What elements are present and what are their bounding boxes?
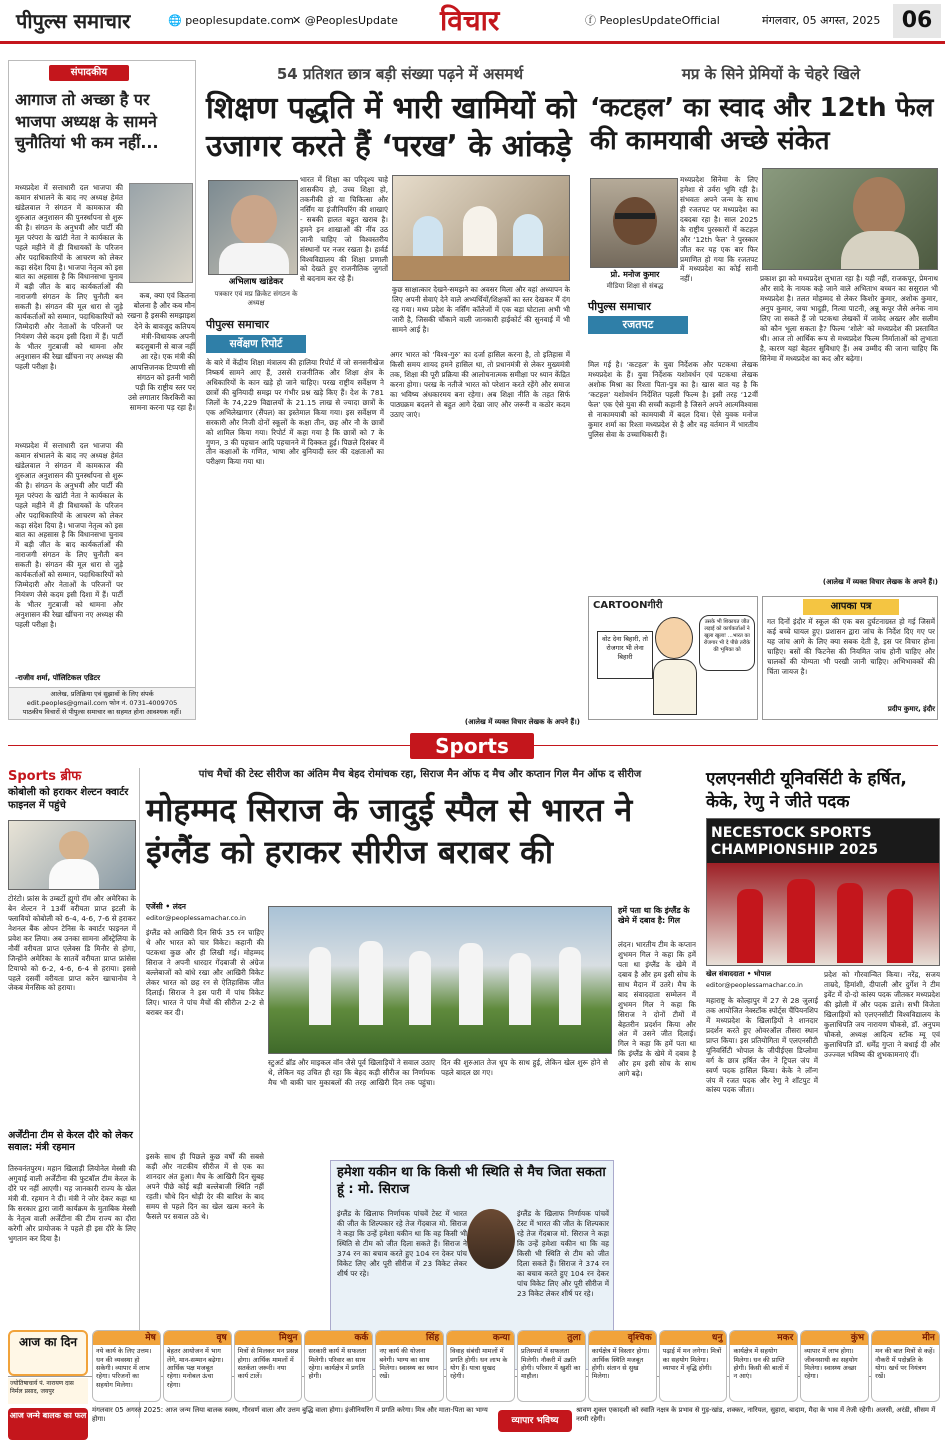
sports-section-label: Sports: [410, 733, 534, 759]
siraj-portrait: [467, 1209, 515, 1269]
zodiac-sign-name: कुंभ: [801, 1331, 868, 1345]
contact-email[interactable]: edit.peoples@gmail.com फोन नं. 0731-4009705: [26, 698, 178, 707]
player-shirt: [49, 859, 99, 890]
zodiac-card[interactable]: [800, 1330, 869, 1402]
editorial-section: [8, 60, 196, 720]
article1-author-name: अभिलाष खांडेकर: [228, 277, 284, 287]
sports-main-body: इंग्लैंड को आखिरी दिन सिर्फ 35 रन चाहिए थे और भारत को चार विकेट। कहानी की पटकथा कुछ और ही लिखी गई। मोहम्मद सिराज ने अपनी धारदार गेंदबाजी से अंग्रेज बल्लेबाजों को बांधे रखा और आखिरी विकेट लेकर भारत को छह रन से ऐतिहासिक जीत दिलाई। सिराज ने इस पारी में पांच विकेट लिए। भारत ने पांच मैचों की सीरीज 2-2 से बराबर कर दी।: [146, 928, 264, 1017]
globe-icon: 🌐: [168, 14, 186, 27]
masthead: [0, 0, 945, 44]
cartoon-face: [655, 617, 693, 659]
article1-footnote: (आलेख में व्यक्त विचार लेखक के अपने हैं।): [464, 718, 580, 726]
zodiac-prediction: कार्यक्षेत्र में विस्तार होगा। आर्थिक स्थिति मजबूत होगी। संतान से सुख मिलेगा।: [591, 1347, 650, 1381]
sports-brief2-body: तिरुवनंतपुरम। महान खिलाड़ी लियोनेल मेस्सी की अगुवाई वाली अर्जेंटीना की फुटबॉल टीम केरल के दौरे पर नहीं आएगी। यह जानकारी राज्य के खेल मंत्री वी. रहमान ने दी। मंत्री ने जोर देकर कहा था कि सरकार द्वारा जारी कार्यक्रम के मुताबिक मेस्सी के नेतृत्व वाली अर्जेंटीना की टीम राज्य का दौरा करेगी और प्रायोजक ने पहले ही इस दौरे के लिए भुगतान कर दिया है।: [8, 1164, 136, 1243]
article1-author-desc: पत्रकार एवं मप्र क्रिकेट संगठन के अध्यक्ष: [214, 290, 298, 308]
zodiac-prediction: पढ़ाई में मन लगेगा। मित्रों का सहयोग मिलेगा। व्यापार में वृद्धि होगी।: [662, 1347, 722, 1373]
article1-col1: भारत में शिक्षा का परिदृश्य चाहे शासकीय हो, उच्च शिक्षा हो, तकनीकी हो या चिकित्सा और नर्सिंग या इंजीनियरिंग की शाखाएं - सबकी हालत बहुत खराब है। हमने इन शाखाओं की नींव उठ जानी चाहिए जो विश्वस्तरीय संस्थानों पर नजर रखता है। हार्वर्ड विश्वविद्यालय की शिक्षा प्रणाली को देखते हुए राजनीतिक जुगतों से बदनाम कर रहे हैं।: [300, 175, 388, 284]
sports-main-body-3: इसके साथ ही पिछले कुछ वर्षों की सबसे कड़ी और नाटकीय सीरीज में से एक का शानदार अंत हुआ। मैच के आखिरी दिन सुबह अपने पीछे कोई बड़ी बल्लेबाजी स्थिति नहीं रहती। चौथे दिन थोड़ी देर की बारिश के बाद समय से पहले दिन का खेल खत्म करने के फैसले पर सवाल उठे थे।: [146, 1152, 264, 1221]
article2-author-photo: [590, 178, 678, 268]
tennis-player-photo: [8, 820, 136, 890]
siraj-quote: हमेशा यकीन था कि किसी भी स्थिति से मैच जिता सकता हूं : मो. सिराज: [337, 1165, 606, 1197]
zodiac-prediction: मित्रों से मिलकर मन प्रसन्न होगा। आर्थिक मामलों में सतर्कता जरूरी। नया कार्य टालें।: [237, 1347, 299, 1381]
letters-box: [762, 596, 938, 720]
player-figure: [459, 943, 483, 1025]
letters-title: आपका पत्र: [803, 599, 899, 615]
sports-main-email[interactable]: editor@peoplessamachar.co.in: [146, 914, 246, 922]
player-figure: [509, 953, 531, 1025]
zodiac-card[interactable]: [234, 1330, 303, 1402]
cartoon-placard: वोट देना बिहारी, तो रोजगार भी लेना बिहारी: [597, 631, 653, 679]
university-body: महाराष्ट्र के कोल्हापुर में 27 से 28 जुलाई तक आयोजित नेक्स्टॉक स्पोर्ट्स चैंपियनशिप में मध्यप्रदेश के खिलाड़ियों ने शानदार प्रदर्शन करते हुए ओवरऑल तीसरा स्थान प्राप्त किया। इस प्रतियोगिता में एलएनसीटी यूनिवर्सिटी भोपाल के जीपीईएस डिप्लोमा वर्ग के छात्र हर्षित जैन ने ट्रिपल जंप में स्वर्ण पदक हासिल किया। केके ने लॉन्ग जंप में रजत पदक और रेणु ने शॉटपुट में कांस्य पदक जीता।: [706, 996, 818, 1095]
zodiac-sign-name: कन्या: [447, 1331, 514, 1345]
zodiac-prediction: विवाह संबंधी मामलों में प्रगति होगी। धन लाभ के योग हैं। यात्रा सुखद रहेगी।: [450, 1347, 508, 1381]
article1-right-body: अगर भारत को ‘विश्व-गुरु’ का दर्जा हासिल करना है, तो इतिहास में किसी समय शायद हमने हासिल था, तो प्रधानमंत्री से लेकर मुख्यमंत्री तक, शिक्षा की पूरी प्रक्रिया की आलोचनात्मक समीक्षा पर ध्यान केंद्रित करना होगा। परख के नतीजे भारत को परेशान करते रहेंगे और समाज का भविष्य अंधकारमय बना रहेगा। अब शिक्षा नीति के तहत सिर्फ पाठ्यक्रम बदलने से बहुत आगे देखा जाए और जरूरी व कठोर कदम उठाए जाएं।: [390, 350, 570, 419]
sports-brief2-headline[interactable]: अर्जेंटीना टीम से केरल दौरे को लेकर सवाल: मंत्री रहमान: [8, 1130, 133, 1154]
zodiac-card[interactable]: [871, 1330, 940, 1402]
letters-author: प्रदीप कुमार, इंदौर: [887, 705, 935, 713]
siraj-quote-body: इंग्लैंड के खिलाफ निर्णायक पांचवें टेस्ट में भारत की जीत के शिल्पकार रहे तेज गेंदबाज मो. सिराज ने कहा कि उन्हें हमेशा यकीन था कि वह किसी भी स्थिति से टीम को जीत दिला सकते हैं। सिराज ने 374 रन का बचाव करते हुए 104 रन देकर पांच विकेट लिए और पूरी सीरीज में 23 विकेट लेकर शीर्ष पर रहे।: [337, 1209, 467, 1278]
article2-footnote: (आलेख में व्यक्त विचार लेखक के अपने हैं।): [822, 578, 938, 586]
author-face: [231, 195, 277, 245]
player-figure: [309, 947, 331, 1025]
editorial-footer: [9, 687, 195, 719]
cartoon-box: [588, 596, 758, 720]
zodiac-sign-name: वृष: [164, 1331, 231, 1345]
article1-main-body: के बारे में केंद्रीय शिक्षा मंत्रालय की हालिया रिपोर्ट में जो सनसनीखेज निष्कर्ष सामने आए हैं, उससे राजनीतिक और शिक्षा क्षेत्र के अधिकारियों के कान खड़े हो जाने चाहिए। परख राष्ट्रीय सर्वेक्षण ने छात्रों की बुनियादी समझ पर गंभीर प्रश्न खड़े किए हैं। देश के 781 जिलों के 74,229 विद्यालयों के 21.15 लाख से ज्यादा छात्रों के एक अभिलेखागार (सैंपल) का इस्तेमाल किया गया। इस सर्वेक्षण में सरकारी और निजी दोनों स्कूलों के कक्षा तीन, छह और नौ के छात्रों को शामिल किया गया। रिपोर्ट में कहा गया है कि छात्रों को 7 के गुणन, 3 की पहचान आदि पहचानने में दिक्कत हुई। पिछले दिसंबर में तीन कक्षाओं के गणित, भाषा और बुनियादी स्तर की दक्षताओं का परीक्षण किया गया था।: [206, 358, 384, 467]
player-figure: [559, 947, 581, 1025]
article2-headline[interactable]: ‘कटहल’ का स्वाद और 12th फेल की कामयाबी अच्छे संकेत: [590, 93, 934, 156]
article1-badge: सर्वेक्षण रिपोर्ट: [206, 335, 306, 353]
zodiac-card[interactable]: [517, 1330, 586, 1402]
zodiac-prediction: नए कार्य की योजना बनेगी। भाग्य का साथ मिलेगा। स्वास्थ्य का ध्यान रखें।: [379, 1347, 438, 1381]
sports-brief-column: [8, 768, 140, 1418]
glasses: [615, 213, 655, 219]
author-face: [613, 197, 657, 245]
zodiac-card[interactable]: [588, 1330, 657, 1402]
birthday-label: आज जन्मे बालक का फल: [8, 1408, 88, 1440]
article1-badge-logo: पीपुल्स समाचार: [206, 318, 269, 331]
student-figure: [513, 214, 543, 256]
today-label: आज का दिन: [19, 1335, 77, 1349]
editorial-byline: -राजीव शर्मा, पॉलिटिकल एडिटर: [15, 673, 101, 682]
website-link[interactable]: 🌐 peoplesupdate.com: [168, 14, 294, 27]
zodiac-sign-name: सिंह: [376, 1331, 443, 1345]
cartoon-title: CARTOONगीरी: [593, 600, 663, 611]
birthday-text: मंगलवार 05 अगस्त 2025: आज जन्म लिया बालक स्वस्थ, गौरवर्ण वाला और उत्तम बुद्धि वाला होगा। इंजीनियरिंग में प्रगति करेगा। मित्र और माता-पिता का भाग्य होगा।: [92, 1406, 488, 1424]
zodiac-row: [92, 1330, 940, 1402]
actor-shirt: [841, 231, 919, 270]
author-shirt: [219, 243, 289, 275]
gill-heading[interactable]: हमें पता था कि इंग्लैंड के खेमे में दबाव है: गिल: [618, 906, 690, 926]
article2-col1: मध्यप्रदेश सिनेमा के लिए हमेशा से उर्वरा भूमि रही है। संभवतः अपने जन्म के साथ ही रजतपट पर मध्यप्रदेश का दबदबा रहा है। साल 2025 के राष्ट्रीय पुरस्कारों में कटहल और ‘12th फेल’ ने पुरस्कार जीत कर यह एक बार फिर प्रमाणित हो गया कि रजतपट में मध्यप्रदेश का कोई सानी नहीं।: [680, 175, 758, 284]
zodiac-prediction: बेहतर आयोजन में भाग लेंगे, मान-सम्मान बढ़ेगा। आर्थिक पक्ष मजबूत रहेगा। मनोबल ऊंचा रहेगा।: [166, 1347, 224, 1389]
zodiac-card[interactable]: [659, 1330, 728, 1402]
zodiac-card[interactable]: [729, 1330, 798, 1402]
athlete-figure: [787, 879, 815, 963]
zodiac-card[interactable]: [304, 1330, 373, 1402]
letters-body: गत दिनों इंदौर में स्कूल की एक बस दुर्घटनाग्रस्त हो गई जिसमें कई बच्चे घायल हुए। प्रशासन द्वारा जांच के निर्देश दिए गए पर यह जांच आगे के लिए क्या सबक देती है, इस पर विचार होना चाहिए। बसों की फिटनेस की नियमित जांच होनी चाहिए और चालकों की योग्यता भी परखी जानी चाहिए। अभिभावकों की चिंता जायज है।: [767, 617, 935, 676]
university-headline[interactable]: एलएनसीटी यूनिवर्सिटी के हर्षित, केके, रेणु ने जीते पदक: [706, 769, 907, 812]
astrologer-note: ज्योतिषाचार्य पं. नारायण दास निर्मल प्रसाद, जयपुर: [8, 1378, 88, 1404]
zodiac-prediction: नये कार्य के लिए उत्तम। धन की व्यवस्था हो सकेगी। व्यापार में लाभ रहेगा। परिजनों का सहयोग मिलेगा।: [96, 1347, 152, 1389]
zodiac-prediction: सरकारी कार्य में सफलता मिलेगी। परिवार का साथ रहेगा। कार्यक्षेत्र में प्रगति होगी।: [308, 1347, 367, 1381]
twitter-icon: ✕: [292, 14, 305, 27]
sports-main-body-2: स्टुअर्ट ब्रॉड और माइकल वॉन जैसे पूर्व खिलाड़ियों ने सवाल उठाए थे, लेकिन यह उचित ही रहा कि बेहद कड़ी सीरीज का निर्णायक मैच भी बाकी चार मुकाबलों की तरह आखिरी दिन तक पहुंचा। दिन की शुरुआत तेज धूप के साथ हुई, लेकिन खेल शुरू होने से पहले बादल छा गए।: [268, 1058, 608, 1087]
editorial-headline: आगाज तो अच्छा है पर भाजपा अध्यक्ष के सामने चुनौतियां भी कम नहीं...: [15, 90, 159, 153]
sports-brief-headline[interactable]: कोबोली को हराकर शेल्टन क्वार्टर फाइनल में पहुंचे: [8, 787, 129, 811]
sports-main-kicker: पांच मैचों की टेस्ट सीरीज का अंतिम मैच बेहद रोमांचक रहा, सिराज मैन ऑफ द मैच और कप्तान गिल मैन ऑफ द सीरीज: [198, 769, 642, 780]
zodiac-prediction: मन की बात मित्रों से कहें। नौकरी में पदोन्नति के योग। खर्च पर नियंत्रण रखें।: [875, 1347, 935, 1381]
sports-brief-body: टोरंटो। फ्रांस के उम्बर्टो ह्यूगो रॉम और अमेरिका के बेन शेल्टन ने 13वीं वरीयता प्राप्त इटली के फ्लावियो कोबोली को 6-4, 4-6, 7-6 से हराकर नेशनल बैंक ओपन टेनिस के क्वार्टर फाइनल में प्रवेश कर लिया। अब उनका सामना ऑस्ट्रेलिया के नौवीं वरीयता प्राप्त एलेक्स डि मिनौर से होगा, जिन्होंने अमेरिका के सातवें वरीयता प्राप्त फ्रांसेस टियाफो को 6-2, 4-6, 6-4 से हराया। इससे पहले दसवीं वरीयता प्राप्त करेन खाचानोव ने जेकब मेनसिक को हराया।: [8, 894, 136, 993]
team-celebration-photo: [268, 906, 612, 1054]
zodiac-sign-name: मकर: [730, 1331, 797, 1345]
page-number: 06: [893, 4, 941, 38]
article2-author-desc: मीडिया शिक्षा से संबद्ध: [606, 282, 664, 290]
editorial-sidebar: कब, क्या एवं कितना बोलना है और कब मौन रखना है इसकी समझाइश देने के बावजूद कतिपय मंत्री-विधायक अपनी बदजुबानी से बाज नहीं आ रहे। एक मंत्री की आपत्तिजनक टिप्पणी सी संगठन को इतनी भारी पड़ी कि राष्ट्रीय स्तर पर उसे लगातार किरकिरी का सामना करना पड़ रहा है।: [127, 291, 195, 413]
article1-kicker: 54 प्रतिशत छात्र बड़ी संख्या पढ़ने में असमर्थ: [276, 65, 524, 83]
gill-body: लंदन। भारतीय टीम के कप्तान शुभमन गिल ने कहा कि हमें पता था इंग्लैंड के खेमे में दबाव है और हम इसी सोच के साथ मैदान में उतरे। मैच के बाद संवाददाता सम्मेलन में शुभमन गिल ने कहा कि सिराज ने दोनों टीमों में बेहतरीन प्रदर्शन किया और अंत में उसने जीत दिलाई। गिल ने कहा कि हमें पता था कि इंग्लैंड के खेमे में दबाव है और हम इसी सोच के साथ आगे बढ़े।: [618, 940, 696, 1079]
cartoon-body: [653, 659, 697, 715]
player-head: [59, 831, 89, 861]
sports-main-agency: एजेंसी • लंदन: [146, 902, 186, 911]
zodiac-sign-name: मेष: [93, 1331, 160, 1345]
facebook-icon: ⓕ: [585, 14, 600, 27]
newspaper-logo: पीपुल्स समाचार: [16, 9, 131, 33]
film-still-photo: [762, 168, 938, 270]
athlete-figure: [837, 883, 863, 963]
zodiac-card[interactable]: [375, 1330, 444, 1402]
actor-face: [853, 177, 905, 237]
university-dateline: खेल संवाददाता • भोपाल: [706, 970, 772, 978]
university-medal-photo: [706, 818, 940, 966]
business-text: श्रावण शुक्ल एकादशी को स्वाति नक्षत्र के प्रभाव से गुड़-खांड, शक्कर, नारियल, सुहारा, बादाम, मैदा के भाव में तेजी रहेगी। अलसी, अरंडी, सीसम में नरमी रहेगी।: [576, 1406, 936, 1424]
editorial-body-continued: मध्यप्रदेश में सत्ताधारी दल भाजपा की कमान संभालने के बाद नए अध्यक्ष हेमंत खंडेलवाल ने संगठन में कामकाज की शुरुआत अनुशासन की पुनर्स्थापना से शुरू की है। संगठन के अनुभवी और पार्टी की मूल परंपरा के खांटी नेता ने कार्यकाल के पहले महीने में ही विधायकों के परिजन और पदाधिकारियों के आचरण को लेकर कड़ा संदेश दिया है। भाजपा नेतृत्व को इस बात का अहसास है कि विधानसभा चुनाव में बड़ी जीत के बाद कार्यकर्ताओं की नाराजगी संगठन के लिए चुनौती बन सकती है। संगठन की मूल धारा से जुड़े कार्यकर्ताओं को सम्मान, पदाधिकारियों को जिम्मेदारी और नेताओं के परिजनों पर नियंत्रण जैसे कदम इसी दिशा में हैं। पार्टी के भीतर गुटबाजी को थामना और अनुशासन की रेखा खींचना नए अध्यक्ष की पहली परीक्षा है।: [15, 441, 123, 629]
zodiac-prediction: प्रतिस्पर्धा में सफलता मिलेगी। नौकरी में उन्नति होगी। परिवार में खुशी का माहौल।: [520, 1347, 581, 1381]
zodiac-sign-name: तुला: [518, 1331, 585, 1345]
zodiac-card[interactable]: [92, 1330, 161, 1402]
player-figure: [409, 951, 431, 1025]
player-figure: [359, 941, 383, 1025]
facebook-handle[interactable]: ⓕ PeoplesUpdateOfficial: [585, 14, 720, 27]
article2-kicker: मप्र के सिने प्रेमियों के चेहरे खिले: [681, 65, 861, 83]
zodiac-card[interactable]: [163, 1330, 232, 1402]
student-figure: [463, 206, 497, 256]
today-box: [8, 1330, 88, 1376]
section-title: विचार: [440, 4, 500, 37]
issue-date: मंगलवार, 05 अगस्त, 2025: [762, 14, 881, 27]
article1-author-photo: [208, 180, 298, 275]
editorial-tag: संपादकीय: [49, 65, 129, 81]
university-body-2: प्रदेश को गौरवान्वित किया। नरेंद्र, सजय ताम्रदे, हिमांशी, दीपाली और दुर्गेश ने टीम इवेंट में दो-दो कांस्य पदक जीतकर मध्यप्रदेश की झोली में और पदक डाले। सभी विजेता खिलाड़ियों को एलएनसीटी विश्वविद्यालय के कुलाधिपति जय नारायण चौकसे, डॉ. अनुपम चौकसे, अध्यक्ष आदित्य स्टॉक म्यू एवं कुलाधिपति डॉ. धर्मेंद्र गुप्ता ने बधाई दी और उज्ज्वल भविष्य की शुभकामनाएं दीं।: [824, 970, 940, 1059]
zodiac-sign-name: कर्क: [305, 1331, 372, 1345]
student-figure: [413, 216, 443, 256]
classroom-photo: [392, 175, 570, 281]
business-label: व्यापार भविष्य: [498, 1410, 572, 1432]
zodiac-prediction: कार्यक्षेत्र में सहयोग मिलेगा। धन की प्राप्ति होगी। किसी की बातों में न आएं।: [733, 1347, 789, 1381]
article1-col2: कुछ साक्षात्कार देखने-समझने का अवसर मिला और वहां अध्यापन के लिए अपनी सेवाएं देने वाले अभ्यर्थियों/शिक्षकों का स्तर देखकर मैं दंग रह गया। मध्य प्रदेश के नर्सिंग कॉलेजों में एक बड़ा घोटाला अभी भी जारी है, जिसकी चौंकाने वाली जानकारी हाईकोर्ट की सुनवाई में भी सामने आई है।: [392, 285, 570, 334]
zodiac-prediction: व्यापार में लाभ होगा। जीवनसाथी का सहयोग मिलेगा। स्वास्थ्य अच्छा रहेगा।: [804, 1347, 858, 1381]
cartoon-speech-bubble: उसके भी शिकायत जीत लड़ाई को कार्यकर्ताओं ने खुला खुला! ...भारत का रोजगार भी दे पीछे तरीके की भूमिका को: [699, 615, 755, 671]
article2-author-name: प्रो. मनोज कुमार: [610, 270, 660, 279]
athlete-figure: [737, 889, 763, 963]
editorial-body: मध्यप्रदेश में सत्ताधारी दल भाजपा की कमान संभालने के बाद नए अध्यक्ष हेमंत खंडेलवाल ने संगठन में कामकाज की शुरुआत अनुशासन की पुनर्स्थापना से शुरू की है। संगठन के अनुभवी और पार्टी की मूल परंपरा के खांटी नेता ने कार्यकाल के पहले महीने में ही विधायकों के परिजन और पदाधिकारियों के आचरण को लेकर कड़ा संदेश दिया है। भाजपा नेतृत्व को इस बात का अहसास है कि विधानसभा चुनाव में बड़ी जीत के बाद कार्यकर्ताओं की नाराजगी संगठन के लिए चुनौती बन सकती है। संगठन की मूल धारा से जुड़े कार्यकर्ताओं को सम्मान, पदाधिकारियों को जिम्मेदारी और नेताओं के परिजनों पर नियंत्रण जैसे कदम इसी दिशा में हैं। पार्टी के भीतर गुटबाजी को थामना और अनुशासन की रेखा खींचना नए अध्यक्ष की पहली परीक्षा है।: [15, 183, 123, 371]
disclaimer: पाठकीय विचारों से पीपुल्स समाचार का सहमत होना आवश्यक नहीं।: [22, 707, 182, 716]
article2-main-body: मिल गई है। ‘कटहल’ के युवा निर्देशक और पटकथा लेखक मध्यप्रदेश के हैं। युवा निर्देशक यशोवर्धन एवं पटकथा लेखक अशोक मिश्रा का रिश्ता पिता-पुत्र का है। खास बात यह है कि ‘कटहल’ यशोवर्धन निर्देशित पहली फिल्म है। इसी तरह ‘12वीं फेल’ एक ऐसे युवा की सच्ची कहानी है जिसने अपने आत्मविश्वास से नाकामयाबी को कामयाबी में बदल दिया। ऐसे युवक मनोज कुमार शर्मा का रिश्ता मध्यप्रदेश से है और वह वर्तमान में भारतीय पुलिस सेवा के उच्चाधिकारी हैं।: [588, 360, 758, 439]
zodiac-sign-name: वृश्चिक: [589, 1331, 656, 1345]
desk: [393, 256, 570, 281]
article2-badge: रजतपट: [588, 316, 688, 334]
twitter-handle[interactable]: ✕ @PeoplesUpdate: [292, 14, 398, 27]
zodiac-sign-name: मिथुन: [235, 1331, 302, 1345]
article2-badge-logo: पीपुल्स समाचार: [588, 300, 651, 313]
sports-main-headline[interactable]: मोहम्मद सिराज के जादुई स्पैल से भारत ने इंग्लैंड को हराकर सीरीज बराबर की: [146, 791, 633, 871]
sports-brief-tag: Sports ब्रीफ: [8, 769, 82, 784]
article1-headline[interactable]: शिक्षण पद्धति में भारी खामियों को उजागर करते हैं ‘परख’ के आंकड़े: [206, 91, 577, 164]
zodiac-sign-name: मीन: [872, 1331, 939, 1345]
athlete-figure: [887, 889, 913, 963]
zodiac-sign-name: धनु: [660, 1331, 727, 1345]
article2-right-body: प्रकाश झा को मध्यप्रदेश लुभाता रहा है। यही नहीं, राजकपूर, प्रेमनाथ और सादे के नायक कहे जाने वाले अभिताभ बच्चन का ससुराल भी मध्यप्रदेश है। तलत मोहम्मद से लेकर किशोर कुमार, अशोक कुमार, अनुप कुमार, जया भादुड़ी, नित्या पाटनी, अन्नू कपूर जैसे अनेक नाम लिए जा सकते हैं जो पटकथा लेखकों में जावेद अख्तर और सलीम को कौन भूला सकता है? फिल्म ‘शोले’ को मध्यप्रदेश की प्रस्तावित थी। आज तो आर्थिक रूप से मध्यप्रदेश फिल्म निर्माताओं को लुभाता है, कारण यहां बेहतर सुविधाएं हैं। अब उम्मीद की जाना चाहिए कि सिनेमा में मध्यप्रदेश का कद और बढ़ेगा।: [760, 274, 938, 363]
zodiac-card[interactable]: [446, 1330, 515, 1402]
editorial-portrait: [129, 183, 193, 283]
university-banner-text: NECESTOCK SPORTS CHAMPIONSHIP 2025: [711, 825, 878, 858]
siraj-quote-body-2: इंग्लैंड के खिलाफ निर्णायक पांचवें टेस्ट में भारत की जीत के शिल्पकार रहे तेज गेंदबाज मो. सिराज ने कहा कि उन्हें हमेशा यकीन था कि वह किसी भी स्थिति से टीम को जीत दिला सकते हैं। सिराज ने 374 रन का बचाव करते हुए 104 रन देकर पांच विकेट लिए और पूरी सीरीज में 23 विकेट लेकर शीर्ष पर रहे।: [517, 1209, 609, 1298]
university-email[interactable]: editor@peoplessamachar.co.in: [706, 982, 803, 989]
contact-label: आलेख, प्रतिक्रिया एवं सुझावों के लिए संपर्क: [50, 690, 154, 698]
